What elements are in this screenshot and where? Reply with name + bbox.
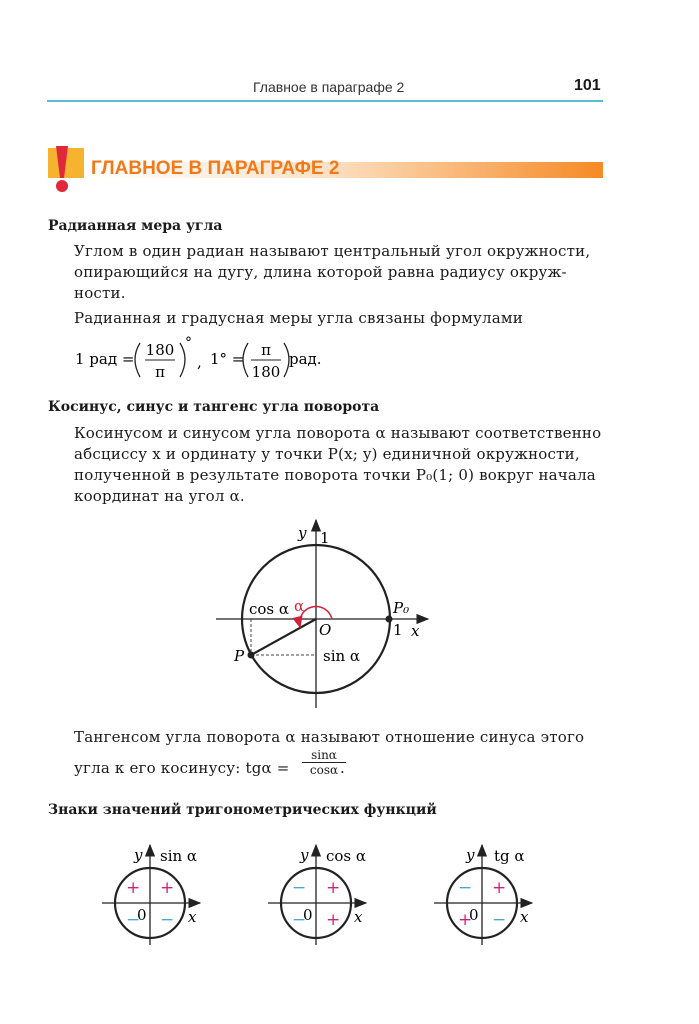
- svg-text:O: O: [319, 621, 332, 639]
- svg-text:cos α: cos α: [326, 847, 367, 865]
- para-line: Тангенсом угла поворота α называют отношение синуса этого: [74, 728, 585, 746]
- svg-text:y: y: [298, 524, 307, 542]
- sign-q2: −: [292, 878, 307, 898]
- svg-text:π: π: [261, 341, 271, 359]
- svg-text:P₀: P₀: [393, 599, 410, 617]
- sign-q4: −: [160, 910, 175, 930]
- para-line: опирающийся на дугу, длина которой равна радиусу окруж-: [74, 263, 567, 281]
- svg-text:,: ,: [197, 353, 202, 371]
- svg-text:x: x: [354, 908, 363, 926]
- tan-numerator: sinα: [302, 748, 346, 763]
- sign-q4: −: [492, 910, 507, 930]
- para-line: координат на угол α.: [74, 487, 245, 505]
- svg-text:P: P: [234, 647, 245, 665]
- para-line: абсциссу x и ординату y точки P(x; y) единичной окружности,: [74, 445, 580, 463]
- svg-text:y: y: [300, 846, 309, 864]
- svg-text:1 рад =: 1 рад =: [75, 350, 135, 368]
- para-line: Косинусом и синусом угла поворота α называют соответственно: [74, 424, 602, 442]
- svg-text:°: °: [185, 335, 192, 351]
- svg-text:α: α: [294, 597, 305, 615]
- sign-q3: −: [292, 910, 307, 930]
- svg-text:tg α: tg α: [494, 847, 525, 865]
- running-title: Главное в параграфе 2: [253, 79, 405, 95]
- svg-text:x: x: [411, 622, 420, 640]
- svg-text:y: y: [466, 846, 475, 864]
- tan-denominator: cosα: [309, 763, 339, 777]
- period: .: [340, 759, 345, 777]
- svg-text:y: y: [134, 846, 143, 864]
- svg-text:cos α: cos α: [249, 600, 290, 618]
- sign-q1: +: [160, 878, 175, 898]
- svg-text:sin α: sin α: [160, 847, 198, 865]
- para-line: Радианная и градусная меры угла связаны формулами: [74, 309, 523, 327]
- svg-text:1: 1: [320, 529, 330, 547]
- sign-diagram: [434, 845, 532, 945]
- heading-rotation: Косинус, синус и тангенс угла поворота: [48, 399, 380, 415]
- sign-diagram: [102, 845, 200, 945]
- para-line: полученной в результате поворота точки P₀(1; 0) вокруг начала: [74, 466, 596, 484]
- svg-text:0: 0: [303, 906, 313, 924]
- svg-text:x: x: [520, 908, 529, 926]
- sign-q3: −: [126, 910, 141, 930]
- sign-q1: +: [492, 878, 507, 898]
- sign-q1: +: [326, 878, 341, 898]
- section-title: ГЛАВНОЕ В ПАРАГРАФЕ 2: [91, 158, 340, 179]
- sign-q3: +: [458, 910, 473, 930]
- svg-text:sin α: sin α: [323, 647, 361, 665]
- svg-text:180: 180: [251, 363, 281, 381]
- sign-q2: −: [458, 878, 473, 898]
- svg-text:1: 1: [393, 621, 403, 639]
- svg-text:рад.: рад.: [289, 350, 322, 368]
- heading-radian: Радианная мера угла: [48, 218, 223, 234]
- heading-signs: Знаки значений тригонометрических функций: [48, 802, 437, 818]
- svg-text:180: 180: [145, 341, 175, 359]
- svg-text:0: 0: [469, 906, 479, 924]
- svg-text:1° =: 1° =: [210, 350, 245, 368]
- svg-text:0: 0: [137, 906, 147, 924]
- sign-q4: +: [326, 910, 341, 930]
- para-line: Углом в один радиан называют центральный угол окружности,: [74, 242, 591, 260]
- sign-q2: +: [126, 878, 141, 898]
- para-line: угла к его косинусу: tgα =: [74, 759, 290, 777]
- svg-text:x: x: [188, 908, 197, 926]
- para-line: ности.: [74, 284, 126, 302]
- sign-diagram: [268, 845, 366, 945]
- page-number: 101: [574, 77, 601, 94]
- svg-text:π: π: [155, 363, 165, 381]
